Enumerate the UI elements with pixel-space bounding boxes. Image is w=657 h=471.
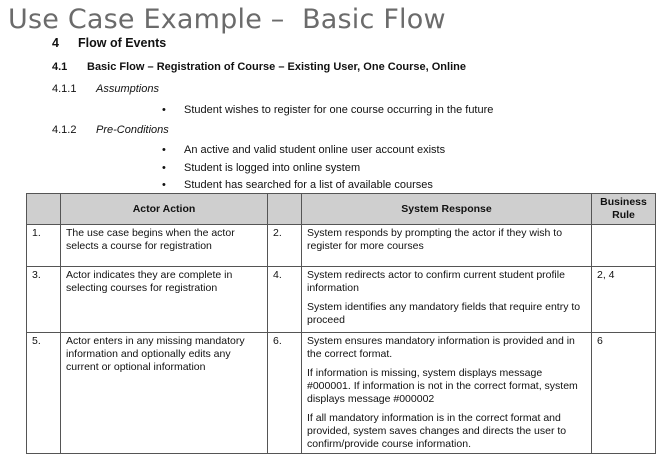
table-row xyxy=(27,225,656,267)
header-system-number xyxy=(268,194,302,225)
precondition-text: Student is logged into online system xyxy=(184,162,361,174)
actor-step-number: 1. xyxy=(27,225,61,267)
table-row xyxy=(27,267,656,333)
system-response-cell xyxy=(302,267,592,333)
precondition-item xyxy=(162,179,433,191)
system-step-number: 2. xyxy=(268,225,302,267)
section-title: Flow of Events xyxy=(78,36,167,50)
assumptions-heading xyxy=(52,83,159,95)
slide-title: Use Case Example – Basic Flow xyxy=(8,4,446,35)
actor-action-text: The use case begins when the actor selects a course for registration xyxy=(61,225,268,267)
table-row xyxy=(27,333,656,454)
flow-of-events-table xyxy=(26,193,656,454)
precondition-item xyxy=(162,162,360,174)
subsection-title: Basic Flow – Registration of Course – Existing User, One Course, Online xyxy=(87,61,466,73)
actor-step-number: 3. xyxy=(27,267,61,333)
system-response-text: System ensures mandatory information is provided and in the correct format. xyxy=(307,335,575,360)
system-response-text: System responds by prompting the actor if they wish to register for more courses xyxy=(307,227,563,252)
assumption-item xyxy=(162,104,493,116)
precondition-item xyxy=(162,144,445,156)
assumptions-number: 4.1.1 xyxy=(52,83,77,95)
system-response-cell xyxy=(302,225,592,267)
system-step-number: 4. xyxy=(268,267,302,333)
preconditions-label: Pre-Conditions xyxy=(96,124,169,136)
system-response-text: System identifies any mandatory fields that require entry to proceed xyxy=(307,301,581,326)
system-step-number: 6. xyxy=(268,333,302,454)
preconditions-number: 4.1.2 xyxy=(52,124,77,136)
system-response-text: If information is missing, system displays message #000001. If information is not in the correct format, system displays message #000002 xyxy=(307,367,578,405)
bullet-icon: • xyxy=(162,162,166,174)
header-actor-number xyxy=(27,194,61,225)
precondition-text: Student has searched for a list of available courses xyxy=(184,179,433,191)
section-heading xyxy=(52,36,166,50)
system-response-cell xyxy=(302,333,592,454)
actor-step-number: 5. xyxy=(27,333,61,454)
precondition-text: An active and valid student online user account exists xyxy=(184,144,446,156)
subsection-heading xyxy=(52,61,466,73)
bullet-icon: • xyxy=(162,104,166,116)
bullet-icon: • xyxy=(162,144,166,156)
preconditions-heading xyxy=(52,124,169,136)
business-rule-cell xyxy=(592,225,656,267)
system-response-text: If all mandatory information is in the correct format and provided, system saves changes and directs the user to confirm/provide course information. xyxy=(307,412,567,450)
bullet-icon: • xyxy=(162,179,166,191)
business-rule-cell: 6 xyxy=(592,333,656,454)
header-business-rule-line2: Rule xyxy=(612,209,635,221)
actor-action-text: Actor indicates they are complete in selecting courses for registration xyxy=(61,267,268,333)
section-number: 4 xyxy=(52,36,59,50)
header-actor-action: Actor Action xyxy=(61,194,268,225)
table-header-row xyxy=(27,194,656,225)
business-rule-cell: 2, 4 xyxy=(592,267,656,333)
actor-action-text: Actor enters in any missing mandatory information and optionally edits any current or optional information xyxy=(61,333,268,454)
assumptions-label: Assumptions xyxy=(96,83,159,95)
header-system-response: System Response xyxy=(302,194,592,225)
assumption-text: Student wishes to register for one course occurring in the future xyxy=(184,104,494,116)
header-business-rule xyxy=(592,194,656,225)
subsection-number: 4.1 xyxy=(52,61,68,73)
header-business-rule-line1: Business xyxy=(600,196,647,208)
system-response-text: System redirects actor to confirm current student profile information xyxy=(307,269,565,294)
